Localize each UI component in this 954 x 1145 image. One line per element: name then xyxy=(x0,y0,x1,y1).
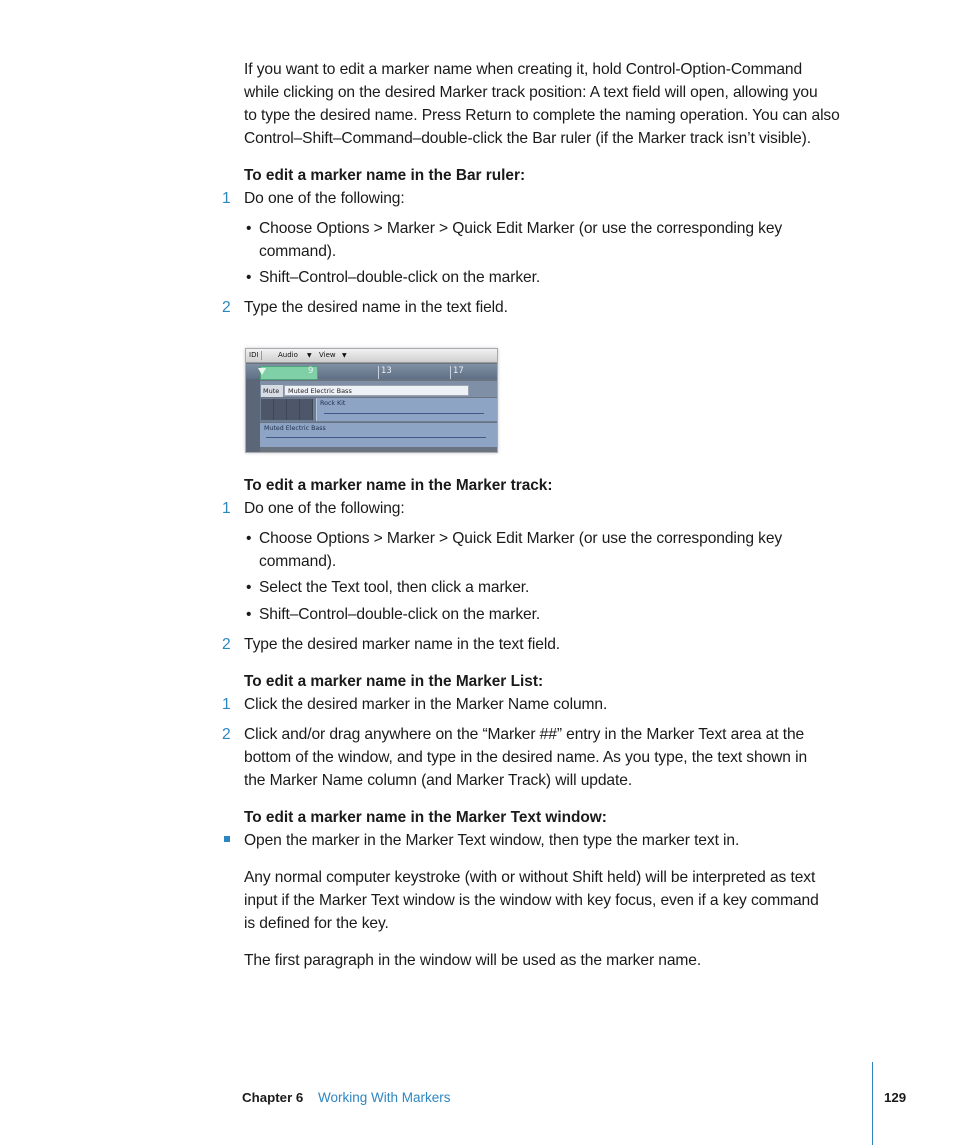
bullet-marker: • xyxy=(246,606,252,623)
region-cell xyxy=(287,399,300,420)
region-label: Rock Kit xyxy=(320,400,346,407)
audio-menu[interactable]: Audio xyxy=(278,351,298,359)
arrange-window-screenshot xyxy=(245,348,498,453)
step-number: 2 xyxy=(222,726,231,743)
bullet-marker: • xyxy=(246,220,252,237)
intro-line-3: to type the desired name. Press Return to complete the naming operation. You can also xyxy=(244,107,840,124)
step-text-line-3: the Marker Name column (and Marker Track) will update. xyxy=(244,772,633,789)
chevron-down-icon: ▼ xyxy=(342,352,347,359)
square-bullet-icon xyxy=(224,836,230,842)
footer-chapter-title: Working With Markers xyxy=(318,1090,451,1105)
section-heading-marker-track: To edit a marker name in the Marker track: xyxy=(244,477,553,494)
ruler-bar-9: 9 xyxy=(308,366,314,376)
bullet-text: Select the Text tool, then click a marker. xyxy=(259,579,530,596)
region-waveform xyxy=(266,437,486,438)
bullet-text: Shift–Control–double-click on the marker. xyxy=(259,606,541,623)
view-menu[interactable]: View xyxy=(319,351,336,359)
ruler-tick xyxy=(450,366,451,379)
step-number: 1 xyxy=(222,500,231,517)
mute-label[interactable]: Mute xyxy=(261,385,283,397)
step-text: Type the desired name in the text field. xyxy=(244,299,508,316)
paragraph-line-2: input if the Marker Text window is the window with key focus, even if a key command xyxy=(244,892,819,909)
bullet-text: Shift–Control–double-click on the marker. xyxy=(259,269,541,286)
ruler-bar-13: 13 xyxy=(381,366,392,376)
section-heading-marker-list: To edit a marker name in the Marker List: xyxy=(244,673,544,690)
step-number: 1 xyxy=(222,696,231,713)
bullet-marker: • xyxy=(246,530,252,547)
region-waveform xyxy=(324,413,484,414)
step-number: 2 xyxy=(222,299,231,316)
action-item-text: Open the marker in the Marker Text window, then type the marker text in. xyxy=(244,832,740,849)
step-number: 1 xyxy=(222,190,231,207)
step-number: 2 xyxy=(222,636,231,653)
step-text-block xyxy=(244,723,807,792)
body-paragraph: The first paragraph in the window will be used as the marker name. xyxy=(244,952,702,969)
bullet-marker: • xyxy=(246,579,252,596)
intro-paragraph xyxy=(244,58,840,150)
page-number: 129 xyxy=(884,1090,907,1105)
ruler-bar-17: 17 xyxy=(453,366,464,376)
step-text: Click the desired marker in the Marker Name column. xyxy=(244,696,608,713)
bullet-text-line-1: Choose Options > Marker > Quick Edit Marker (or use the corresponding key xyxy=(259,530,783,547)
midi-menu[interactable]: IDI xyxy=(249,351,259,359)
paragraph-line-1: Any normal computer keystroke (with or without Shift held) will be interpreted as text xyxy=(244,869,816,886)
chevron-down-icon: ▼ xyxy=(307,352,312,359)
paragraph-line-3: is defined for the key. xyxy=(244,915,389,932)
bullet-marker: • xyxy=(246,269,252,286)
region-cell xyxy=(300,399,313,420)
region-label: Muted Electric Bass xyxy=(264,425,326,432)
menu-divider xyxy=(261,351,262,360)
bullet-text-line-1: Choose Options > Marker > Quick Edit Marker (or use the corresponding key xyxy=(259,220,783,237)
body-paragraph xyxy=(244,866,819,935)
bullet-text-line-2: command). xyxy=(259,553,337,570)
step-text-line-1: Click and/or drag anywhere on the “Marker ##” entry in the Marker Text area at the xyxy=(244,726,805,743)
step-text: Type the desired marker name in the text field. xyxy=(244,636,560,653)
step-text: Do one of the following: xyxy=(244,500,405,517)
section-heading-marker-text-window: To edit a marker name in the Marker Text window: xyxy=(244,809,607,826)
region-cell xyxy=(261,399,274,420)
track-header-column xyxy=(246,379,260,452)
section-heading-bar-ruler: To edit a marker name in the Bar ruler: xyxy=(244,167,526,184)
footer-chapter-label: Chapter 6 xyxy=(242,1090,304,1105)
bullet-text-line-2: command). xyxy=(259,243,337,260)
ruler-tick xyxy=(378,366,379,379)
step-text-line-2: bottom of the window, and type in the desired name. As you type, the text shown in xyxy=(244,749,808,766)
step-text: Do one of the following: xyxy=(244,190,405,207)
region-cell xyxy=(274,399,287,420)
intro-line-4: Control–Shift–Command–double-click the Bar ruler (if the Marker track isn’t visible). xyxy=(244,130,811,147)
intro-line-1: If you want to edit a marker name when creating it, hold Control-Option-Command xyxy=(244,61,803,78)
playhead-triangle-icon xyxy=(258,368,266,375)
intro-line-2: while clicking on the desired Marker track position: A text field will open, allowing you xyxy=(244,84,818,101)
footer-divider xyxy=(872,1062,873,1145)
marker-name-text-field[interactable]: Muted Electric Bass xyxy=(284,385,469,396)
